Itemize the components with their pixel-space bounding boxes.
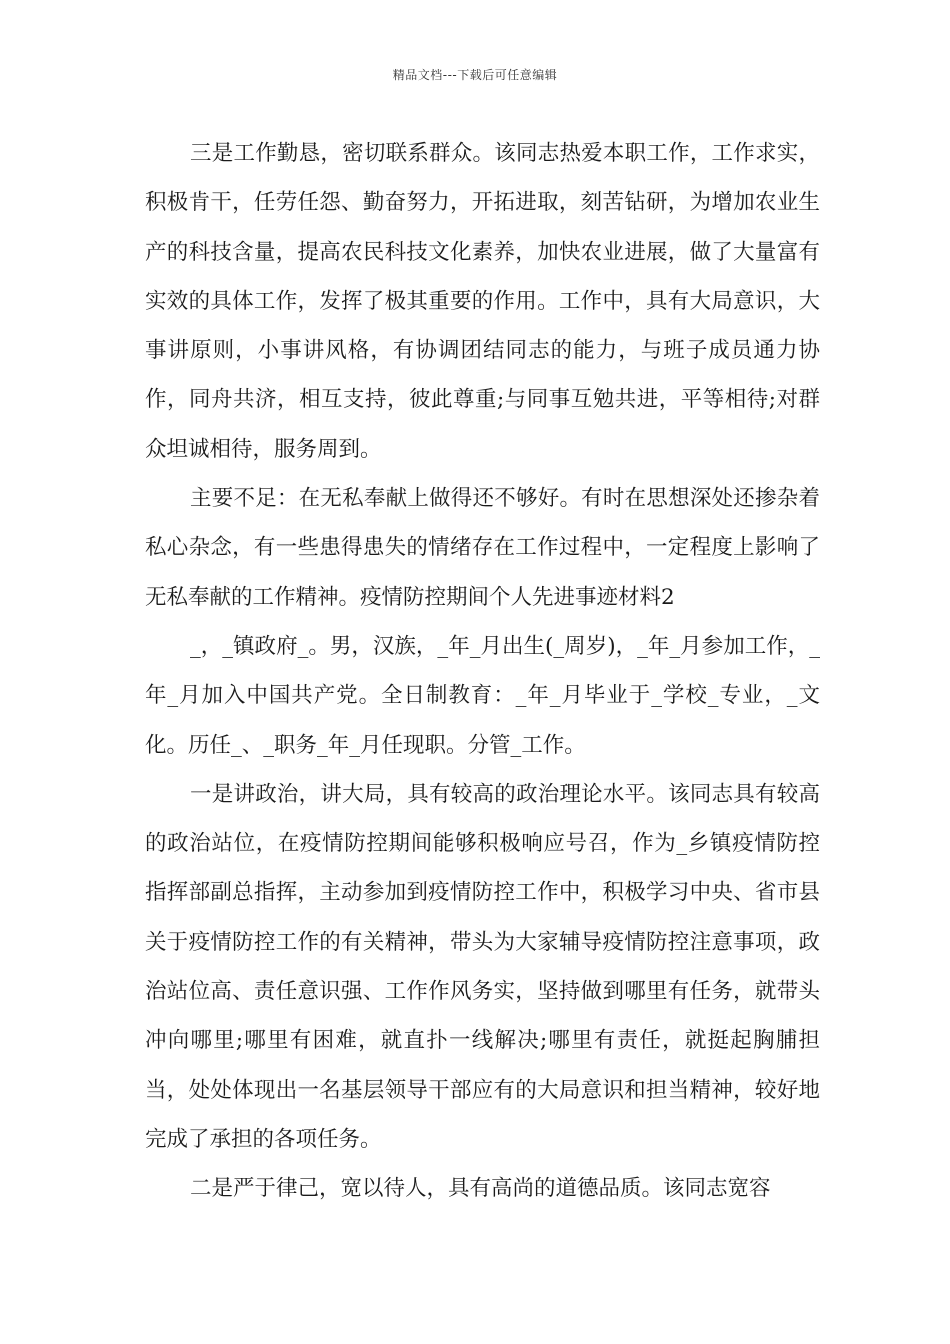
paragraph-work-diligence: 三是工作勤恳，密切联系群众。该同志热爱本职工作，工作求实，积极肯干，任劳任怨、勤奋努力，开拓进取，刻苦钻研，为增加农业生产的科技含量，提高农民科技文化素养，加快农业进展，做了大量富有实效的具体工作，发挥了极其重要的作用。工作中，具有大局意识，大事讲原则，小事讲风格，有协调团结同志的能力，与班子成员通力协作，同舟共济，相互支持，彼此尊重;与同事互勉共进，平等相待;对群众坦诚相待，服务周到。 [145,141,820,462]
paragraph-self-discipline: 二是严于律己，宽以待人，具有高尚的道德品质。该同志宽容 [190,1176,771,1202]
paragraph-politics: 一是讲政治，讲大局，具有较高的政治理论水平。该同志具有较高的政治站位，在疫情防控期间能够积极响应号召，作为_乡镇疫情防控指挥部副总指挥，主动参加到疫情防控工作中，积极学习中央、省市县关于疫情防控工作的有关精神，带头为大家辅导疫情防控注意事项，政治站位高、责任意识强、工作作风务实，坚持做到哪里有任务，就带头冲向哪里;哪里有困难，就直扑一线解决;哪里有责任，就挺起胸脯担当，处处体现出一名基层领导干部应有的大局意识和担当精神，较好地完成了承担的各项任务。 [145,781,820,1152]
paragraph-personal-info: _，_镇政府_。男，汉族，_年_月出生(_周岁)，_年_月参加工作，_年_月加入中国共产党。全日制教育：_年_月毕业于_学校_专业，_文化。历任_、_职务_年_月任现职。分管_工作。 [145,633,820,758]
paragraph-shortcomings: 主要不足：在无私奉献上做得还不够好。有时在思想深处还掺杂着私心杂念，有一些患得患失的情绪存在工作过程中，一定程度上影响了无私奉献的工作精神。疫情防控期间个人先进事迹材料2 [145,486,820,610]
document-body [145,129,820,1214]
page-header: 精品文档---下载后可任意编辑 [392,68,558,82]
